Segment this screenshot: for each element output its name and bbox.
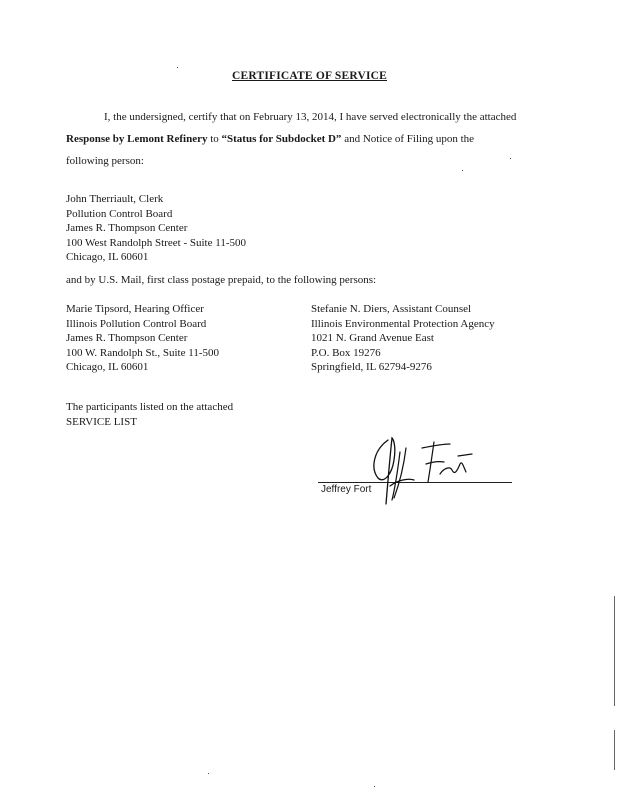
- certification-paragraph: [66, 106, 518, 172]
- scan-speck: [177, 67, 178, 68]
- address-line: John Therriault, Clerk: [66, 193, 164, 205]
- scan-edge-line: [614, 596, 615, 706]
- address-line: Springfield, IL 62794-9276: [311, 361, 432, 374]
- address-line: P.O. Box 19276: [311, 346, 381, 359]
- body-text-1: I, the undersigned, certify that on February 13, 2014, I have served electronically the attached: [104, 111, 517, 123]
- address-line: 100 West Randolph Street - Suite 11-500: [66, 236, 246, 249]
- address-line: Illinois Pollution Control Board: [66, 317, 207, 330]
- body-text-2: to: [207, 133, 222, 145]
- address-line: 100 W. Randolph St., Suite 11-500: [66, 346, 219, 359]
- body-bold-status: “Status for Subdocket D”: [221, 133, 342, 145]
- address-line: Stefanie N. Diers, Assistant Counsel: [311, 303, 472, 315]
- address-line: 1021 N. Grand Avenue East: [311, 332, 434, 345]
- address-line: Chicago, IL 60601: [66, 251, 149, 264]
- scan-edge-line: [614, 730, 615, 770]
- address-line: Chicago, IL 60601: [66, 361, 149, 374]
- clerk-address: [66, 192, 246, 265]
- signer-name: Jeffrey Fort: [321, 484, 372, 495]
- address-line: James R. Thompson Center: [66, 222, 188, 235]
- counsel-address: [311, 302, 495, 375]
- participants-line: SERVICE LIST: [66, 415, 137, 428]
- scan-speck: [462, 170, 463, 171]
- hearing-officer-address: [66, 302, 219, 375]
- address-line: James R. Thompson Center: [66, 332, 188, 345]
- scan-speck: [510, 158, 511, 159]
- participants-line: The participants listed on the attached: [66, 401, 234, 413]
- address-line: Marie Tipsord, Hearing Officer: [66, 303, 204, 315]
- body-text-3: and Notice of Filing upon the following person:: [66, 133, 475, 167]
- address-line: Illinois Environmental Protection Agency: [311, 317, 495, 330]
- mail-statement: and by U.S. Mail, first class postage prepaid, to the following persons:: [66, 274, 377, 286]
- document-title: CERTIFICATE OF SERVICE: [231, 70, 388, 82]
- participants-note: [66, 400, 233, 429]
- scan-speck: [208, 773, 209, 774]
- handwritten-signature: [360, 434, 480, 508]
- address-line: Pollution Control Board: [66, 207, 173, 220]
- scan-speck: [374, 786, 375, 787]
- body-bold-response: Response by Lemont Refinery: [66, 133, 208, 145]
